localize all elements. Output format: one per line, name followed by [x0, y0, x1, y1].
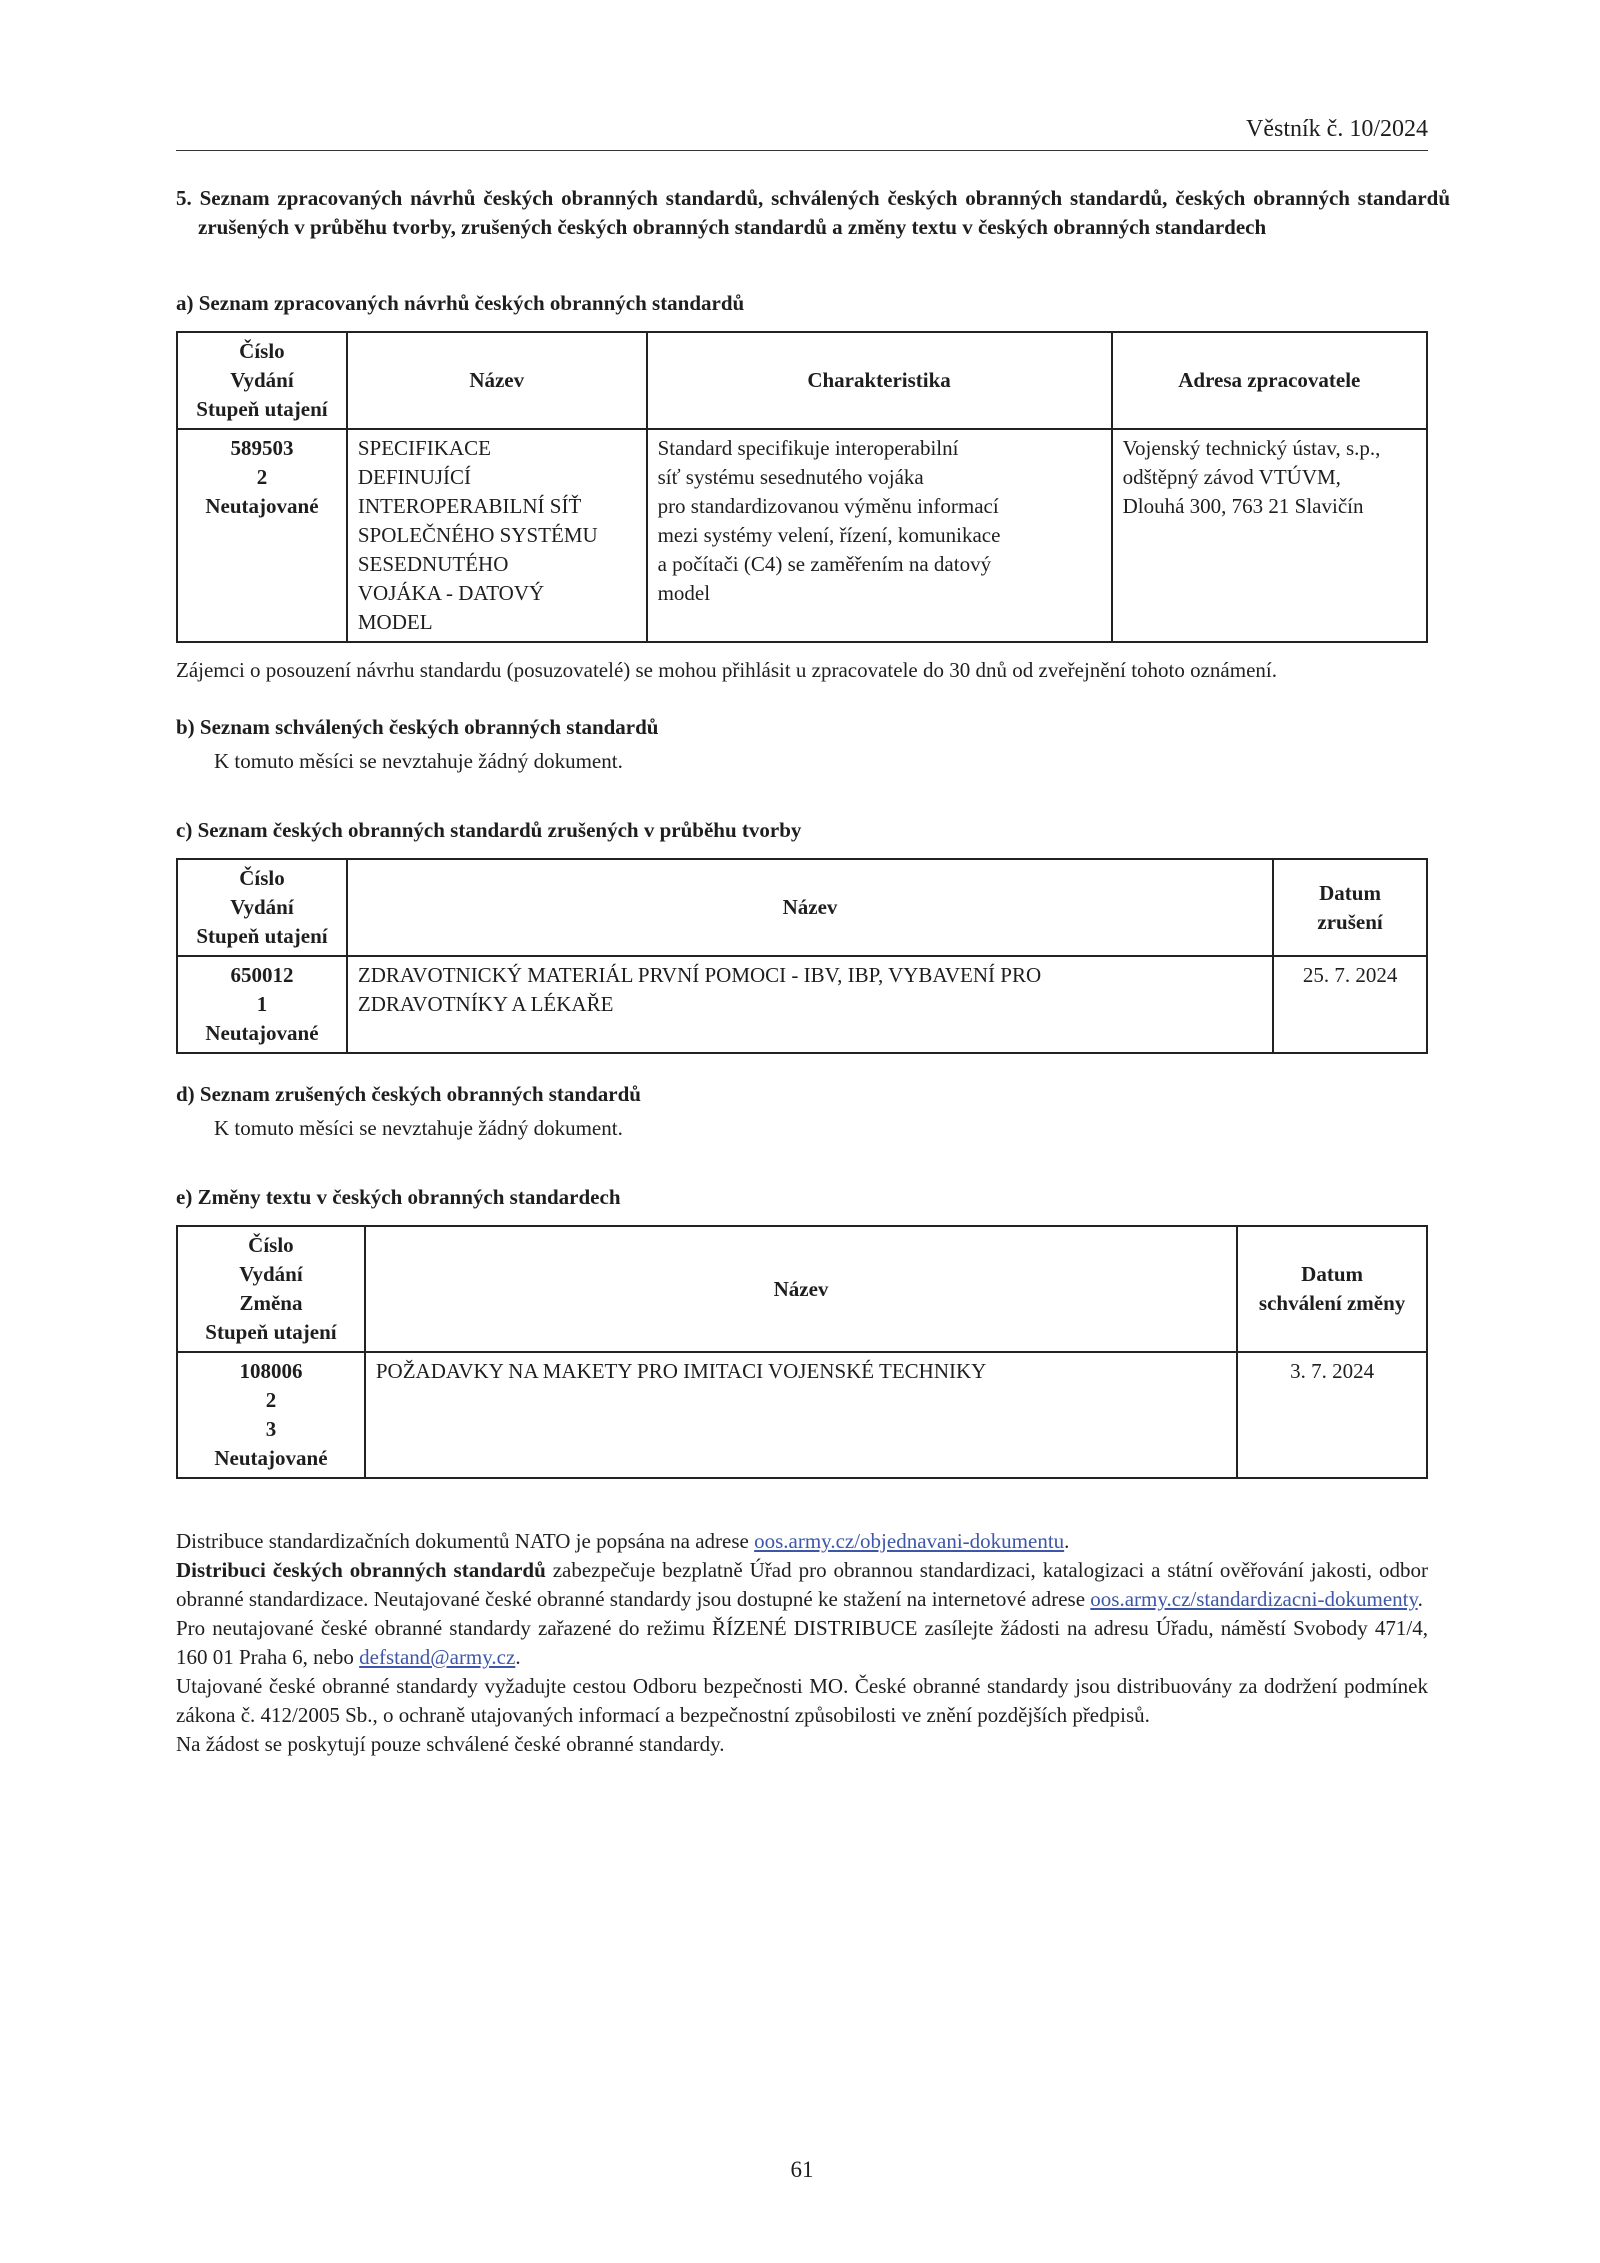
- table-a-header-row: [177, 332, 1427, 429]
- header-nazev: Název: [365, 1226, 1237, 1352]
- section-c-title: c) Seznam českých obranných standardů zrušených v průběhu tvorby: [176, 818, 802, 842]
- cell-cislo: 650012 1 Neutajované: [177, 956, 347, 1053]
- cell-charakteristika: Standard specifikuje interoperabilní síť systému sesednutého vojáka pro standardizovanou výměnu informací mezi systémy velení, řízení, komunikace a počítači (C4) se zaměřením na datový model: [647, 429, 1112, 642]
- section-d-title: d) Seznam zrušených českých obranných standardů: [176, 1082, 641, 1106]
- distribution-utajovane: Utajované české obranné standardy vyžadujte cestou Odboru bezpečnosti MO. České obranné standardy jsou distribuovány za dodržení podmínek zákona č. 412/2005 Sb., o ochraně utajovaných informací a bezpečnostní způsobilosti ve znění pozdějších předpisů.: [176, 1674, 1428, 1727]
- header-charakteristika: Charakteristika: [647, 332, 1112, 429]
- cell-nazev: ZDRAVOTNICKÝ MATERIÁL PRVNÍ POMOCI - IBV, IBP, VYBAVENÍ PRO ZDRAVOTNÍKY A LÉKAŘE: [347, 956, 1273, 1053]
- table-row: [177, 1352, 1427, 1478]
- header-adresa: Adresa zpracovatele: [1112, 332, 1427, 429]
- table-a: [176, 331, 1428, 643]
- page-header: Věstník č. 10/2024: [176, 114, 1428, 151]
- section-d-text: K tomuto měsíci se nevztahuje žádný dokument.: [214, 1116, 623, 1140]
- table-e-header-row: [177, 1226, 1427, 1352]
- section-b-title: b) Seznam schválených českých obranných standardů: [176, 715, 659, 739]
- header-cislo-vydani-stupen: Číslo Vydání Stupeň utajení: [177, 859, 347, 956]
- header-nazev: Název: [347, 859, 1273, 956]
- cell-datum: 25. 7. 2024: [1273, 956, 1427, 1053]
- header-nazev: Název: [347, 332, 647, 429]
- link-objednavani-dokumentu[interactable]: oos.army.cz/objednavani-dokumentu: [754, 1529, 1065, 1553]
- section-5-title: 5. Seznam zpracovaných návrhů českých obranných standardů, schválených českých obranných standardů, českých obranných standardů zrušených v průběhu tvorby, zrušených českých obranných standardů a změny textu v českých obranných standardech: [176, 186, 1450, 239]
- distribution-zadost: Na žádost se poskytují pouze schválené české obranné standardy.: [176, 1732, 725, 1756]
- link-standardizacni-dokumenty[interactable]: oos.army.cz/standardizacni-dokumenty: [1090, 1587, 1418, 1611]
- distribution-cos: Distribuci českých obranných standardů zabezpečuje bezplatně Úřad pro obrannou standardizaci, katalogizaci a státní ověřování jakosti, odbor obranné standardizace. Neutajované české obranné standardy jsou dostupné ke stažení na internetové adrese oos.army.cz/standardizacni-dokumenty.: [176, 1558, 1428, 1611]
- cell-cislo: 108006 2 3 Neutajované: [177, 1352, 365, 1478]
- cell-nazev: SPECIFIKACE DEFINUJÍCÍ INTEROPERABILNÍ SÍŤ SPOLEČNÉHO SYSTÉMU SESEDNUTÉHO VOJÁKA - DATOVÝ MODEL: [347, 429, 647, 642]
- table-row: [177, 956, 1427, 1053]
- table-e: [176, 1225, 1428, 1479]
- table-c-header-row: [177, 859, 1427, 956]
- distribution-rizena: Pro neutajované české obranné standardy zařazené do režimu ŘÍZENÉ DISTRIBUCE zasílejte žádosti na adresu Úřadu, náměstí Svobody 471/4, 160 01 Praha 6, nebo defstand@army.cz.: [176, 1616, 1428, 1669]
- table-row: [177, 429, 1427, 642]
- cell-nazev: POŽADAVKY NA MAKETY PRO IMITACI VOJENSKÉ TECHNIKY: [365, 1352, 1237, 1478]
- distribution-nato: Distribuce standardizačních dokumentů NATO je popsána na adrese oos.army.cz/objednavani-dokumentu.: [176, 1529, 1070, 1553]
- cell-datum: 3. 7. 2024: [1237, 1352, 1427, 1478]
- cell-adresa: Vojenský technický ústav, s.p., odštěpný závod VTÚVM, Dlouhá 300, 763 21 Slavičín: [1112, 429, 1427, 642]
- page-number: 61: [790, 2157, 814, 2182]
- header-datum-zruseni: Datum zrušení: [1273, 859, 1427, 956]
- table-c: [176, 858, 1428, 1054]
- distribution-info: [176, 1527, 1428, 1759]
- link-defstand-email[interactable]: defstand@army.cz: [359, 1645, 516, 1669]
- section-e-title: e) Změny textu v českých obranných standardech: [176, 1185, 621, 1209]
- header-cislo-vydani-stupen: Číslo Vydání Stupeň utajení: [177, 332, 347, 429]
- cell-cislo: 589503 2 Neutajované: [177, 429, 347, 642]
- header-datum-schvaleni: Datum schválení změny: [1237, 1226, 1427, 1352]
- section-a-note: Zájemci o posouzení návrhu standardu (posuzovatelé) se mohou přihlásit u zpracovatele do 30 dnů od zveřejnění tohoto oznámení.: [176, 658, 1277, 682]
- header-cislo-vydani-zmena-stupen: Číslo Vydání Změna Stupeň utajení: [177, 1226, 365, 1352]
- section-a-title: a) Seznam zpracovaných návrhů českých obranných standardů: [176, 291, 745, 315]
- section-b-text: K tomuto měsíci se nevztahuje žádný dokument.: [214, 749, 623, 773]
